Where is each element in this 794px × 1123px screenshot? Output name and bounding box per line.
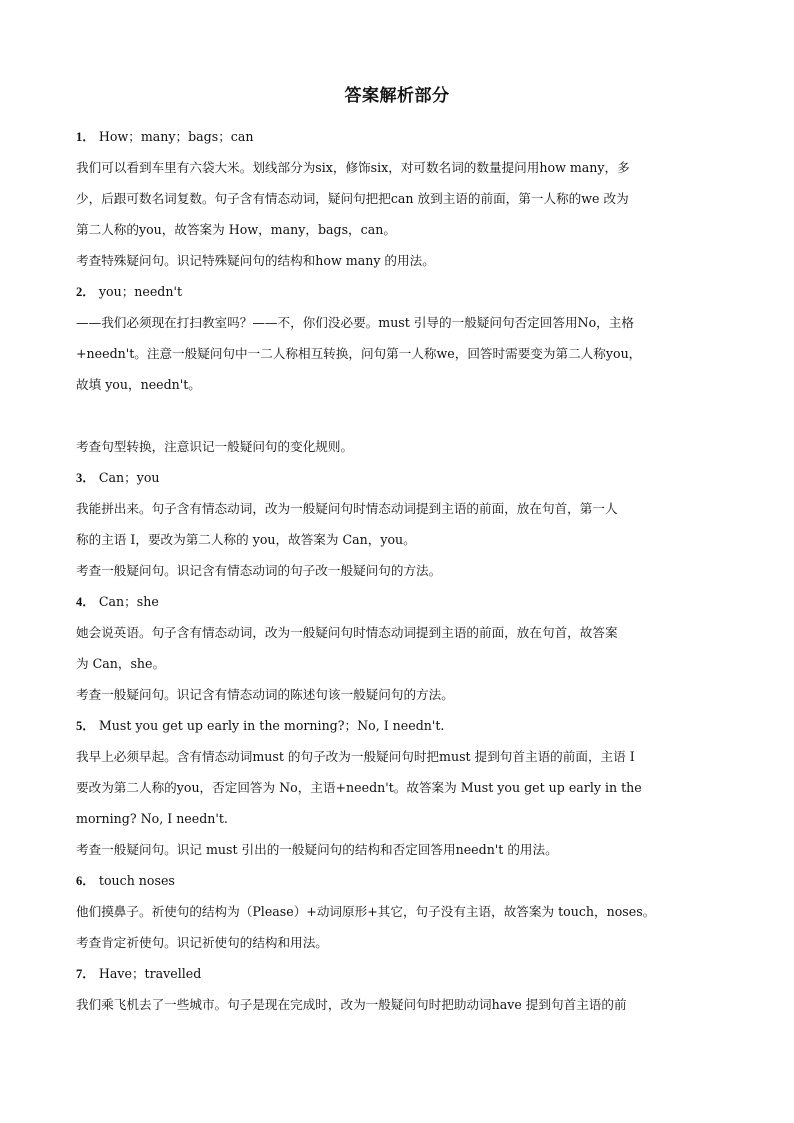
explanation-line: 他们摸鼻子。祈使句的结构为（Please）+动词原形+其它，句子没有主语，故答案为 touch，noses。 <box>76 904 656 919</box>
answer-item <box>76 462 718 586</box>
answer-text: How；many；bags；can <box>98 129 254 144</box>
answer-header <box>76 276 718 307</box>
explanation-line: 考查肯定祈使句。识记祈使句的结构和用法。 <box>76 935 328 950</box>
answer-text: Must you get up early in the morning?；No, I needn't. <box>98 718 445 733</box>
answer-header <box>76 462 718 493</box>
explanation-line: 我们乘飞机去了一些城市。句子是现在完成时，改为一般疑问句时把助动词have 提到句首主语的前 <box>76 997 627 1012</box>
explanation-line: morning? No, I needn't. <box>76 811 228 826</box>
explanation-line: 我们可以看到车里有六袋大米。划线部分为six，修饰six，对可数名词的数量提问用how many，多 <box>76 160 630 175</box>
explanation-line: 我能拼出来。句子含有情态动词，改为一般疑问句时情态动词提到主语的前面，放在句首，第一人 <box>76 501 618 516</box>
answer-item <box>76 958 718 1020</box>
answer-header <box>76 586 718 617</box>
answer-text: touch noses <box>98 873 175 888</box>
answer-text: Can；she <box>98 594 159 609</box>
explanation-line: 考查特殊疑问句。识记特殊疑问句的结构和how many 的用法。 <box>76 253 435 268</box>
answer-header <box>76 121 718 152</box>
question-number: 5． <box>76 719 95 733</box>
answer-text: Have；travelled <box>98 966 202 981</box>
answer-item <box>76 276 718 462</box>
question-number: 2． <box>76 285 95 299</box>
explanation-line: 要改为第二人称的you，否定回答为 No，主语+needn't。故答案为 Must you get up early in the <box>76 780 642 795</box>
explanation-line: +needn't。注意一般疑问句中一二人称相互转换，问句第一人称we，回答时需要变为第二人称you， <box>76 346 642 361</box>
explanation-line: 我早上必须早起。含有情态动词must 的句子改为一般疑问句时把must 提到句首主语的前面，主语 I <box>76 749 635 764</box>
answer-item <box>76 121 718 276</box>
explanation-line: ——我们必须现在打扫教室吗？——不，你们没必要。must 引导的一般疑问句否定回答用No，主格 <box>76 315 634 330</box>
answer-header <box>76 710 718 741</box>
explanation-line: 考查一般疑问句。识记含有情态动词的陈述句该一般疑问句的方法。 <box>76 687 454 702</box>
page-title: 答案解析部分 <box>344 86 450 106</box>
explanation-line: 她会说英语。句子含有情态动词，改为一般疑问句时情态动词提到主语的前面，放在句首，故答案 <box>76 625 618 640</box>
explanation-line: 称的主语 I，要改为第二人称的 you，故答案为 Can，you。 <box>76 532 416 547</box>
question-number: 7． <box>76 967 95 981</box>
explanation-line: 故填 you，needn't。 <box>76 377 201 392</box>
answer-text: you；needn't <box>98 284 183 299</box>
answer-item <box>76 710 718 865</box>
blank-line <box>76 400 718 431</box>
explanation-line: 考查一般疑问句。识记 must 引出的一般疑问句的结构和否定回答用needn't 的用法。 <box>76 842 558 857</box>
explanation-line: 为 Can，she。 <box>76 656 166 671</box>
answer-item <box>76 865 718 958</box>
answer-header <box>76 958 718 989</box>
question-number: 4． <box>76 595 95 609</box>
explanation-line: 考查一般疑问句。识记含有情态动词的句子改一般疑问句的方法。 <box>76 563 442 578</box>
explanation-line: 少，后跟可数名词复数。句子含有情态动词，疑问句把把can 放到主语的前面，第一人称的we 改为 <box>76 191 629 206</box>
question-number: 3． <box>76 471 95 485</box>
explanation-line: 第二人称的you，故答案为 How，many，bags，can。 <box>76 222 396 237</box>
explanation-line: 考查句型转换，注意识记一般疑问句的变化规则。 <box>76 439 354 454</box>
answer-list <box>76 121 718 1020</box>
question-number: 1． <box>76 130 95 144</box>
answer-text: Can；you <box>98 470 160 485</box>
answer-header <box>76 865 718 896</box>
question-number: 6． <box>76 874 95 888</box>
answer-item <box>76 586 718 710</box>
